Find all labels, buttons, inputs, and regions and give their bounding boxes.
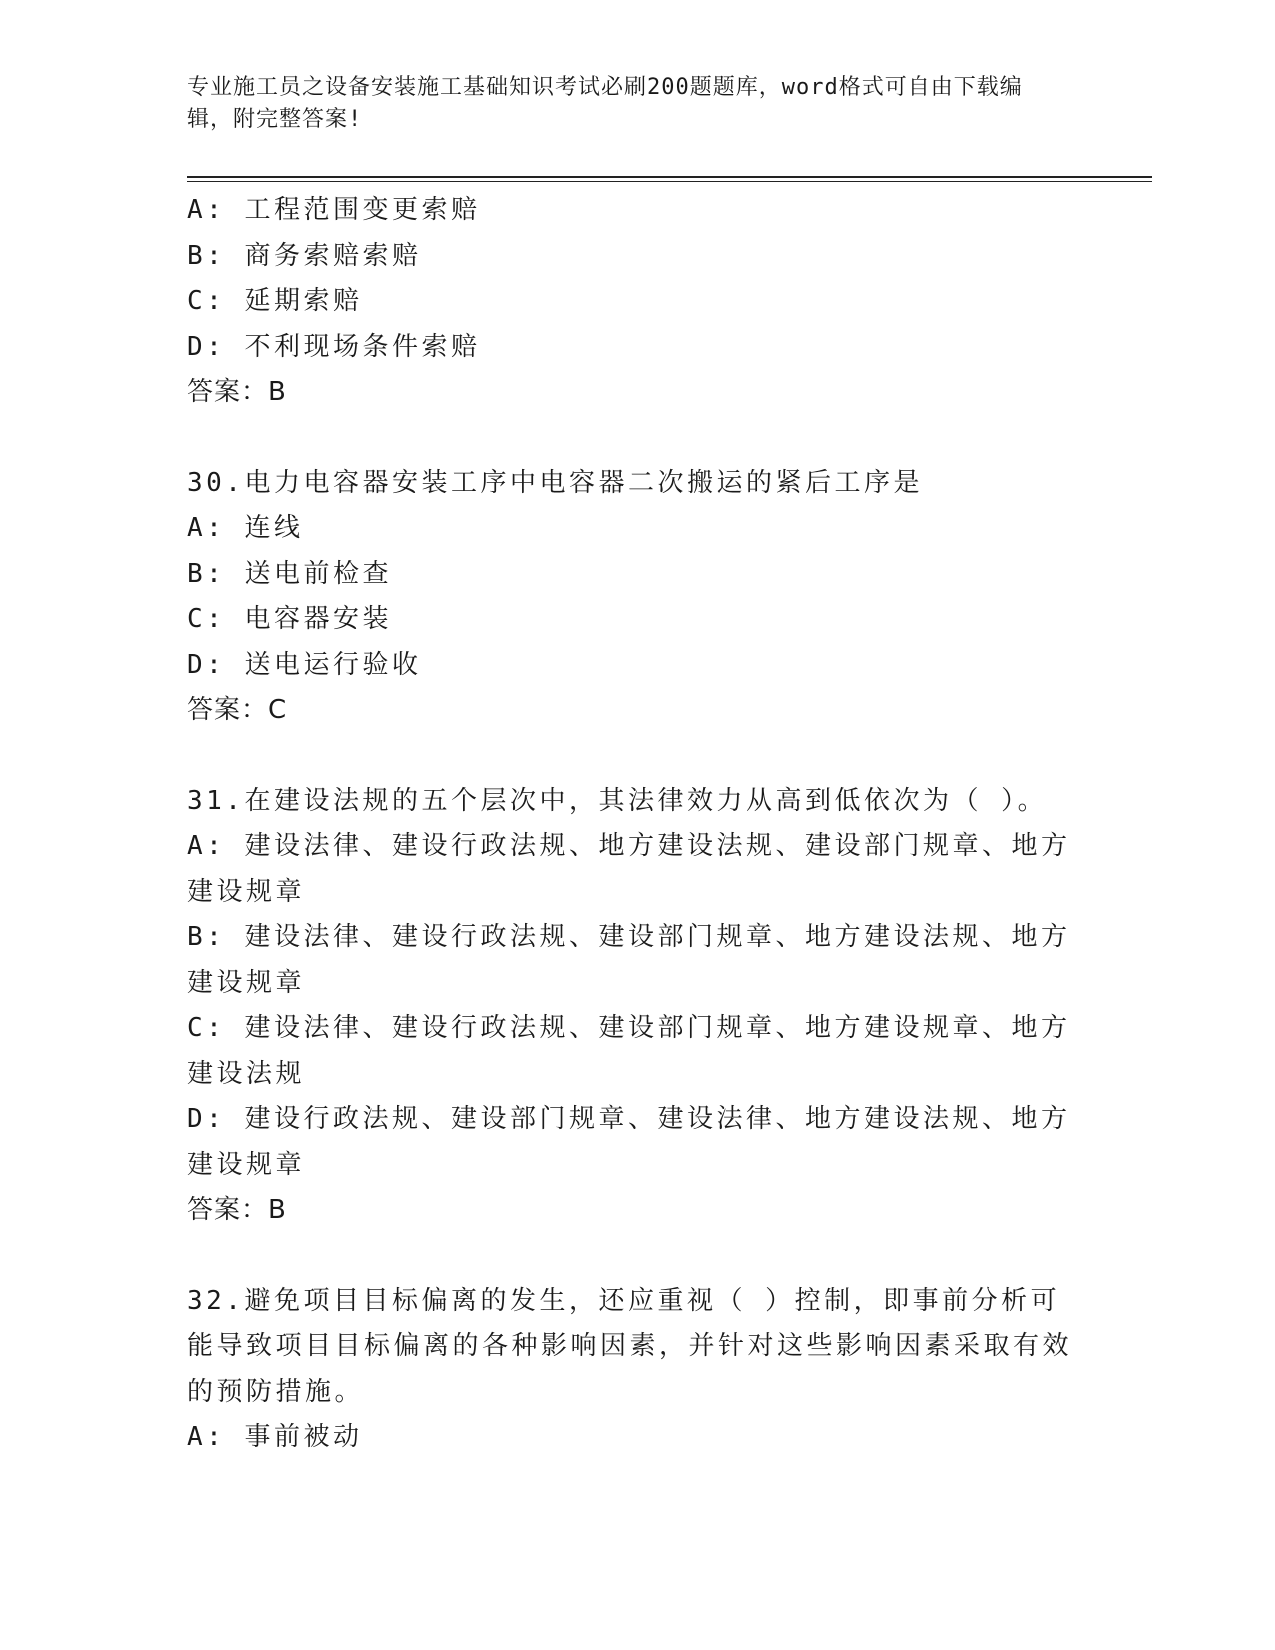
option-c: C: 延期索赔 [187, 286, 363, 316]
answer: 答案：C [187, 695, 288, 725]
option-c: C: 建设法律、建设行政法规、建设部门规章、地方建设规章、地方建设法规 [187, 1013, 1071, 1089]
answer: 答案：B [187, 377, 287, 407]
question-31 [187, 779, 1077, 1234]
option-b: B: 建设法律、建设行政法规、建设部门规章、地方建设法规、地方建设规章 [187, 922, 1071, 998]
option-b: B: 商务索赔索赔 [187, 240, 422, 271]
question-32 [187, 1279, 1077, 1461]
option-c: C: 电容器安装 [187, 604, 392, 634]
option-a: A: 事前被动 [187, 1422, 363, 1452]
question-stem: 30.电力电容器安装工序中电容器二次搬运的紧后工序是 [187, 467, 923, 498]
question-30 [187, 461, 1077, 734]
answer: 答案：B [187, 1195, 287, 1225]
option-d: D: 不利现场条件索赔 [187, 331, 481, 362]
question-stem: 31.在建设法规的五个层次中，其法律效力从高到低依次为（ ）。 [187, 785, 1048, 816]
header-divider [187, 176, 1152, 182]
option-d: D: 建设行政法规、建设部门规章、建设法律、地方建设法规、地方建设规章 [187, 1104, 1071, 1180]
option-a: A: 建设法律、建设行政法规、地方建设法规、建设部门规章、地方建设规章 [187, 831, 1071, 907]
question-stem: 32.避免项目目标偏离的发生，还应重视（ ）控制，即事前分析可能导致项目目标偏离的各种影响因素，并针对这些影响因素采取有效的预防措施。 [187, 1285, 1073, 1407]
option-a: A: 连线 [187, 513, 304, 543]
question-list [187, 188, 1077, 1461]
question-29 [187, 188, 1077, 416]
option-d: D: 送电运行验收 [187, 649, 422, 680]
document-header: 专业施工员之设备安装施工基础知识考试必刷200题题库，word格式可自由下载编辑，附完整答案! [187, 75, 1023, 132]
option-b: B: 送电前检查 [187, 558, 392, 589]
option-a: A: 工程范围变更索赔 [187, 195, 481, 225]
